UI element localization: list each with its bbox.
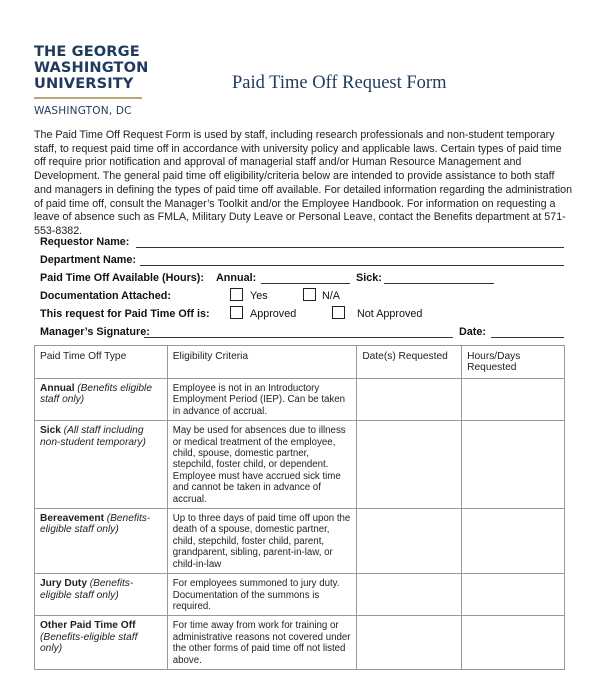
type-note: (Benefits-eligible staff only) xyxy=(40,578,134,601)
documentation-yes-checkbox[interactable] xyxy=(230,288,243,301)
header-dates: Date(s) Requested xyxy=(357,346,462,379)
pto-types-table xyxy=(34,345,565,670)
header-hours: Hours/Days Requested xyxy=(462,346,565,379)
hours-requested-cell[interactable] xyxy=(462,616,565,670)
logo-line-1: THE GEORGE xyxy=(34,43,140,60)
type-cell xyxy=(35,574,168,616)
form-title: Paid Time Off Request Form xyxy=(232,73,447,93)
dates-requested-cell[interactable] xyxy=(357,616,462,670)
requestor-name-label: Requestor Name: xyxy=(40,236,130,248)
header-criteria: Eligibility Criteria xyxy=(167,346,357,379)
logo-divider xyxy=(34,97,142,99)
date-label: Date: xyxy=(459,326,486,338)
header-type: Paid Time Off Type xyxy=(35,346,168,379)
logo-line-3: UNIVERSITY xyxy=(34,75,134,92)
approved-label: Approved xyxy=(250,308,297,320)
criteria-cell: May be used for absences due to illness or medical treatment of the employee, child, spouse, domestic partner, stepchild, foster child, or dependent. Employee must have accrued sick time and cannot be taken in advance of accrual. xyxy=(167,421,357,509)
dates-requested-cell[interactable] xyxy=(357,574,462,616)
type-cell xyxy=(35,379,168,421)
table-row xyxy=(35,616,565,670)
hours-requested-cell[interactable] xyxy=(462,509,565,574)
type-name: Other Paid Time Off xyxy=(40,620,136,632)
type-name: Jury Duty xyxy=(40,578,87,590)
department-name-label: Department Name: xyxy=(40,254,136,266)
dates-requested-cell[interactable] xyxy=(357,509,462,574)
type-note: (Benefits eligible staff only) xyxy=(40,383,152,406)
approved-checkbox[interactable] xyxy=(230,306,243,319)
logo-line-2: WASHINGTON xyxy=(34,59,149,76)
intro-paragraph: The Paid Time Off Request Form is used by staff, including research professionals and non-student temporary staff, to request paid time off in accordance with university policy and applicable laws. Certain types of paid time off require prior notification and approval of managerial staff and/or Human Resource Management and Development. The general paid time off eligibility/criteria below are intended to provide assistance to both staff and managers in defining the types of paid time off available. For detailed information regarding the administration of paid time off, consult the Manager’s Toolkit and/or the Employee Handbook. For information on requesting a leave of absence such as FMLA, Military Duty Leave or Personal Leave, contact the Benefits department at 571-553-8382. xyxy=(34,129,573,237)
manager-signature-field[interactable] xyxy=(144,337,453,338)
criteria-cell: For time away from work for training or administrative reasons not covered under the other forms of paid time off not listed above. xyxy=(167,616,357,670)
criteria-cell: Employee is not in an Introductory Employment Period (IEP). Can be taken in advance of accrual. xyxy=(167,379,357,421)
documentation-yes-label: Yes xyxy=(250,290,268,302)
sick-hours-field[interactable] xyxy=(384,283,494,284)
criteria-cell: For employees summoned to jury duty. Documentation of the summons is required. xyxy=(167,574,357,616)
annual-hours-field[interactable] xyxy=(261,283,350,284)
documentation-label: Documentation Attached: xyxy=(40,290,171,302)
requestor-name-field[interactable] xyxy=(136,247,564,248)
dates-requested-cell[interactable] xyxy=(357,421,462,509)
type-name: Sick xyxy=(40,425,61,437)
type-note: (Benefits-eligible staff only) xyxy=(40,631,138,655)
type-note: (Benefits-eligible staff only) xyxy=(40,513,151,536)
type-note: (All staff including non-student temporary) xyxy=(40,425,146,448)
department-name-field[interactable] xyxy=(140,265,564,266)
university-logo xyxy=(34,43,149,117)
table-header-row xyxy=(35,346,565,379)
sick-hours-label: Sick: xyxy=(356,272,382,284)
table-row xyxy=(35,421,565,509)
manager-signature-label: Manager’s Signature: xyxy=(40,326,150,338)
hours-requested-cell[interactable] xyxy=(462,574,565,616)
type-cell xyxy=(35,421,168,509)
criteria-cell: Up to three days of paid time off upon the death of a spouse, domestic partner, child, stepchild, foster child, parent, grandparent, sibling, parent-in-law, or child-in-law xyxy=(167,509,357,574)
documentation-na-checkbox[interactable] xyxy=(303,288,316,301)
type-name: Annual xyxy=(40,383,75,394)
hours-requested-cell[interactable] xyxy=(462,421,565,509)
hours-requested-cell[interactable] xyxy=(462,379,565,421)
documentation-na-label: N/A xyxy=(322,290,340,302)
request-status-label: This request for Paid Time Off is: xyxy=(40,308,210,320)
logo-subtitle: WASHINGTON, DC xyxy=(34,105,132,117)
annual-hours-label: Annual: xyxy=(216,272,257,284)
table-row xyxy=(35,574,565,616)
not-approved-checkbox[interactable] xyxy=(332,306,345,319)
not-approved-label: Not Approved xyxy=(357,308,423,320)
dates-requested-cell[interactable] xyxy=(357,379,462,421)
type-cell xyxy=(35,509,168,574)
type-cell xyxy=(35,616,168,670)
date-field[interactable] xyxy=(491,337,564,338)
type-name: Bereavement xyxy=(40,513,104,525)
pto-available-label: Paid Time Off Available (Hours): xyxy=(40,272,204,284)
table-row xyxy=(35,379,565,421)
table-row xyxy=(35,509,565,574)
